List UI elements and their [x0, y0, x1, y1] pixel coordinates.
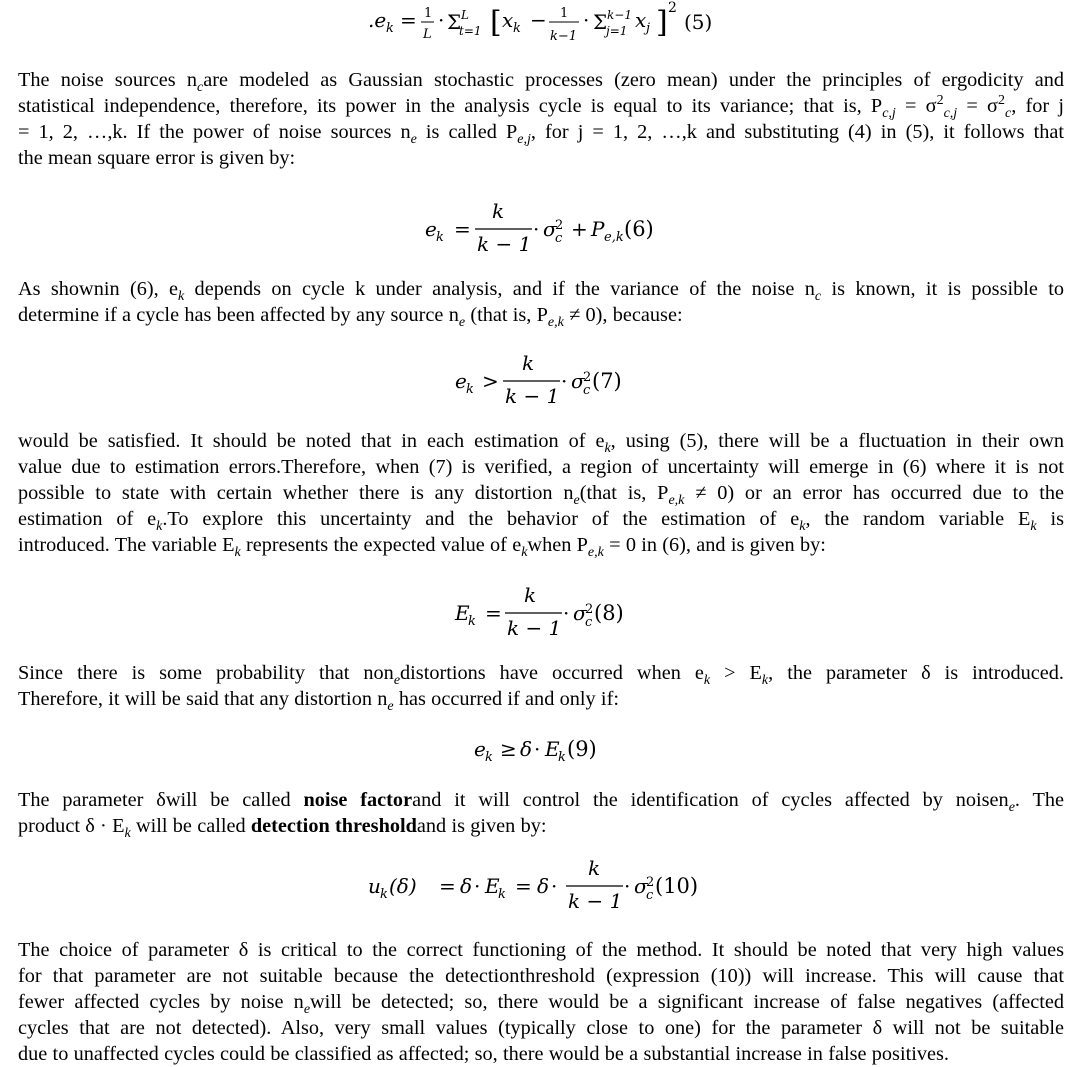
p2-line-1: As shownin (6), $e_k$ depends on cycle k under analysis, and if the variance of the noise $n_c$ is known, it is possible to	[18, 278, 1064, 304]
term-detection-threshold: detection threshold	[250, 815, 417, 837]
p1-line-3: = 1, 2, …,k. If the power of noise sources $n_e$ is called $P_{e,j}$, for j = 1, 2, …,k and substituting (4) in (5), it follows that	[18, 121, 1064, 147]
eq9-E-sub: k	[558, 750, 566, 765]
p5-line-1: The parameter δwill be called noise factorand it will control the identification of cycles affected by noisen$_e$. The	[18, 789, 1064, 815]
eq6-equals: =	[454, 217, 471, 241]
paragraph-6	[18, 937, 1064, 1067]
p3-line-3: possible to state with certain whether there is any distortion $n_e(that$ is, $P_{e,k} \ne 0$) or an error has occurred due to the	[18, 482, 1064, 508]
eq9-lhs-sub: k	[485, 750, 493, 765]
eq5-sum1-sup: L	[461, 8, 469, 22]
eq5-minus: −	[530, 8, 547, 32]
eq10-delta1: δ	[460, 874, 473, 898]
eq5-dot1: ·	[438, 8, 445, 32]
p3-line-4: estimation of $e_k.To$ explore this uncertainty and the behavior of the estimation of $e_k$, the random variable $E_k$ is	[18, 508, 1064, 534]
eq9-dot: ·	[534, 737, 541, 761]
eq5-sum1-sub: t=1	[459, 24, 482, 38]
eq10-num: k	[588, 856, 601, 880]
eq7-rel: >	[482, 369, 499, 393]
eq6-sigma: σ	[543, 217, 557, 241]
p3-line-2: value due to estimation errors.Therefore, when (7) is verified, a region of uncertainty will emerge in (6) where it is not	[18, 456, 1064, 478]
paragraph-3	[18, 428, 1064, 558]
p6-line-2: for that parameter are not suitable because the detectionthreshold (expression (10)) will increase. This will cause that	[18, 965, 1064, 987]
eq5-frac2-den: k−1	[550, 29, 578, 44]
equation-9-svg	[0, 732, 1070, 772]
eq8-sigma-sup: 2	[585, 602, 594, 617]
equation-5-svg	[0, 0, 1070, 52]
eq6-sigma-sub: c	[555, 231, 563, 246]
eq6-den: k − 1	[477, 232, 532, 256]
eq8-dot: ·	[563, 601, 570, 625]
p3-line-1: would be satisfied. It should be noted that in each estimation of $e_k$, using (5), there will be a fluctuation in their own	[18, 430, 1064, 456]
paragraph-2	[18, 276, 1064, 328]
p4-line-2: Therefore, it will be said that any distortion $n_e$ has occurred if and only if:	[18, 688, 619, 714]
eq10-label: (10)	[655, 874, 699, 898]
paragraph-5	[18, 787, 1064, 839]
eq8-lhs: E	[455, 601, 470, 625]
equation-8-svg	[0, 582, 1070, 642]
eq5-x1: x	[502, 8, 514, 32]
equation-6	[0, 198, 1070, 258]
eq8-label: (8)	[594, 601, 624, 625]
eq6-plus: +	[571, 217, 588, 241]
p6-line-1: The choice of parameter δ is critical to the correct functioning of the method. It should be noted that very high values	[18, 939, 1064, 961]
eq8-equals: =	[485, 601, 502, 625]
eq5-bracket-sup: 2	[668, 0, 677, 16]
eq5-frac1-den: L	[423, 27, 432, 42]
eq7-den: k − 1	[505, 384, 560, 408]
p1-line-2: statistical independence, therefore, its power in the analysis cycle is equal to its variance; that is, $P_{c,j} = \sigma^2_{c,j} = \sigma^2_c$, for j	[18, 93, 1064, 121]
eq9-lhs: e	[474, 737, 486, 761]
equation-7	[0, 350, 1070, 410]
equation-10	[0, 856, 1070, 920]
eq6-P: P	[591, 217, 605, 241]
eq5-dot2: ·	[583, 8, 590, 32]
eq7-lhs: e	[455, 369, 467, 393]
equation-7-svg	[0, 350, 1070, 410]
eq10-delta2: δ	[537, 874, 550, 898]
p5-line-2: product $\delta \cdot E_k$ will be called detection thresholdand is given by:	[18, 815, 547, 841]
eq5-bracket-close: ]	[656, 5, 668, 40]
eq6-num: k	[492, 199, 505, 223]
p3-line-5: introduced. The variable $E_k$ represents the expected value of $e_kwhen$ $P_{e,k} = 0$ in (6), and is given by:	[18, 534, 826, 560]
eq8-sigma-sub: c	[585, 615, 593, 630]
eq5-x1-sub: k	[513, 21, 521, 36]
eq6-label: (6)	[624, 217, 654, 241]
eq8-sigma: σ	[573, 601, 587, 625]
eq10-eq1: =	[439, 874, 456, 898]
eq7-num: k	[522, 351, 535, 375]
equation-8	[0, 582, 1070, 642]
eq5-x2: x	[635, 8, 647, 32]
p1-line-4: the mean square error is given by:	[18, 147, 296, 169]
eq6-lhs-sub: k	[436, 230, 444, 245]
p1-line-1: The noise sources $n_care$ modeled as Gaussian stochastic processes (zero mean) under the principles of ergodicity and	[18, 69, 1064, 95]
eq5-sum2-sub: j=1	[606, 24, 628, 38]
p6-line-3: fewer affected cycles by noise $n_ewill$ be detected; so, there would be a significant increase of false negatives (affected	[18, 991, 1065, 1017]
eq6-P-sub: e,k	[604, 230, 624, 245]
eq9-rel: ≥	[500, 737, 517, 761]
eq10-dot2: ·	[551, 874, 558, 898]
eq6-lhs: e	[425, 217, 437, 241]
eq10-den: k − 1	[568, 889, 623, 913]
eq9-delta: δ	[520, 737, 533, 761]
eq10-arg: (δ)	[389, 874, 417, 898]
eq6-dot: ·	[533, 217, 540, 241]
eq10-dot3: ·	[624, 874, 631, 898]
eq5-x2-sub: j	[646, 21, 651, 36]
eq5-sum2: Σ	[593, 10, 608, 34]
eq7-dot: ·	[561, 369, 568, 393]
p4-line-1: Since there is some probability that non$_e$distortions have occurred when $e_k > E_k$, the parameter δ is introduced.	[18, 662, 1064, 688]
eq5-frac1-num: 1	[424, 6, 433, 21]
eq10-eq2: =	[515, 874, 532, 898]
eq5-label: (5)	[684, 10, 713, 34]
eq5-sum2-sup: k−1	[607, 8, 632, 22]
eq7-sigma-sup: 2	[583, 370, 592, 385]
eq10-sigma-sub: c	[646, 888, 654, 903]
eq10-E-sub: k	[498, 887, 506, 902]
eq5-frac2-num: 1	[560, 6, 569, 21]
equation-10-svg	[0, 856, 1070, 920]
eq6-sigma-sup: 2	[555, 218, 564, 233]
paragraph-1	[18, 67, 1064, 171]
eq7-label: (7)	[592, 369, 622, 393]
paragraph-4	[18, 660, 1064, 712]
eq5-equals: =	[400, 8, 417, 32]
eq8-num: k	[524, 583, 537, 607]
eq10-sigma-sup: 2	[646, 875, 655, 890]
equation-5	[0, 0, 1070, 60]
p2-line-2: determine if a cycle has been affected by any source $n_e$ (that is, $P_{e,k} \ne 0$), because:	[18, 304, 683, 330]
eq10-E: E	[485, 874, 500, 898]
eq10-lhs-sub: k	[380, 887, 388, 902]
eq8-den: k − 1	[507, 616, 562, 640]
p6-line-4: cycles that are not detected). Also, very small values (typically close to one) for the parameter δ will not be suitable	[18, 1017, 1064, 1039]
eq5-sum1: Σ	[447, 10, 462, 34]
eq10-lhs: u	[368, 874, 381, 898]
eq7-sigma-sub: c	[583, 383, 591, 398]
eq8-lhs-sub: k	[468, 614, 476, 629]
eq7-lhs-sub: k	[466, 382, 474, 397]
eq5-bracket-open: [	[490, 5, 502, 40]
eq10-dot1: ·	[474, 874, 481, 898]
eq5-lhs: .e	[368, 8, 387, 32]
term-noise-factor: noise factor	[303, 789, 413, 811]
eq5-lhs-sub: k	[386, 21, 394, 36]
equation-9	[0, 732, 1070, 792]
eq10-sigma: σ	[634, 874, 648, 898]
eq9-E: E	[545, 737, 560, 761]
p6-line-5: due to unaffected cycles could be classified as affected; so, there would be a substantial increase in false positives.	[18, 1043, 949, 1065]
equation-6-svg	[0, 198, 1070, 258]
eq7-sigma: σ	[571, 369, 585, 393]
eq9-label: (9)	[567, 737, 597, 761]
